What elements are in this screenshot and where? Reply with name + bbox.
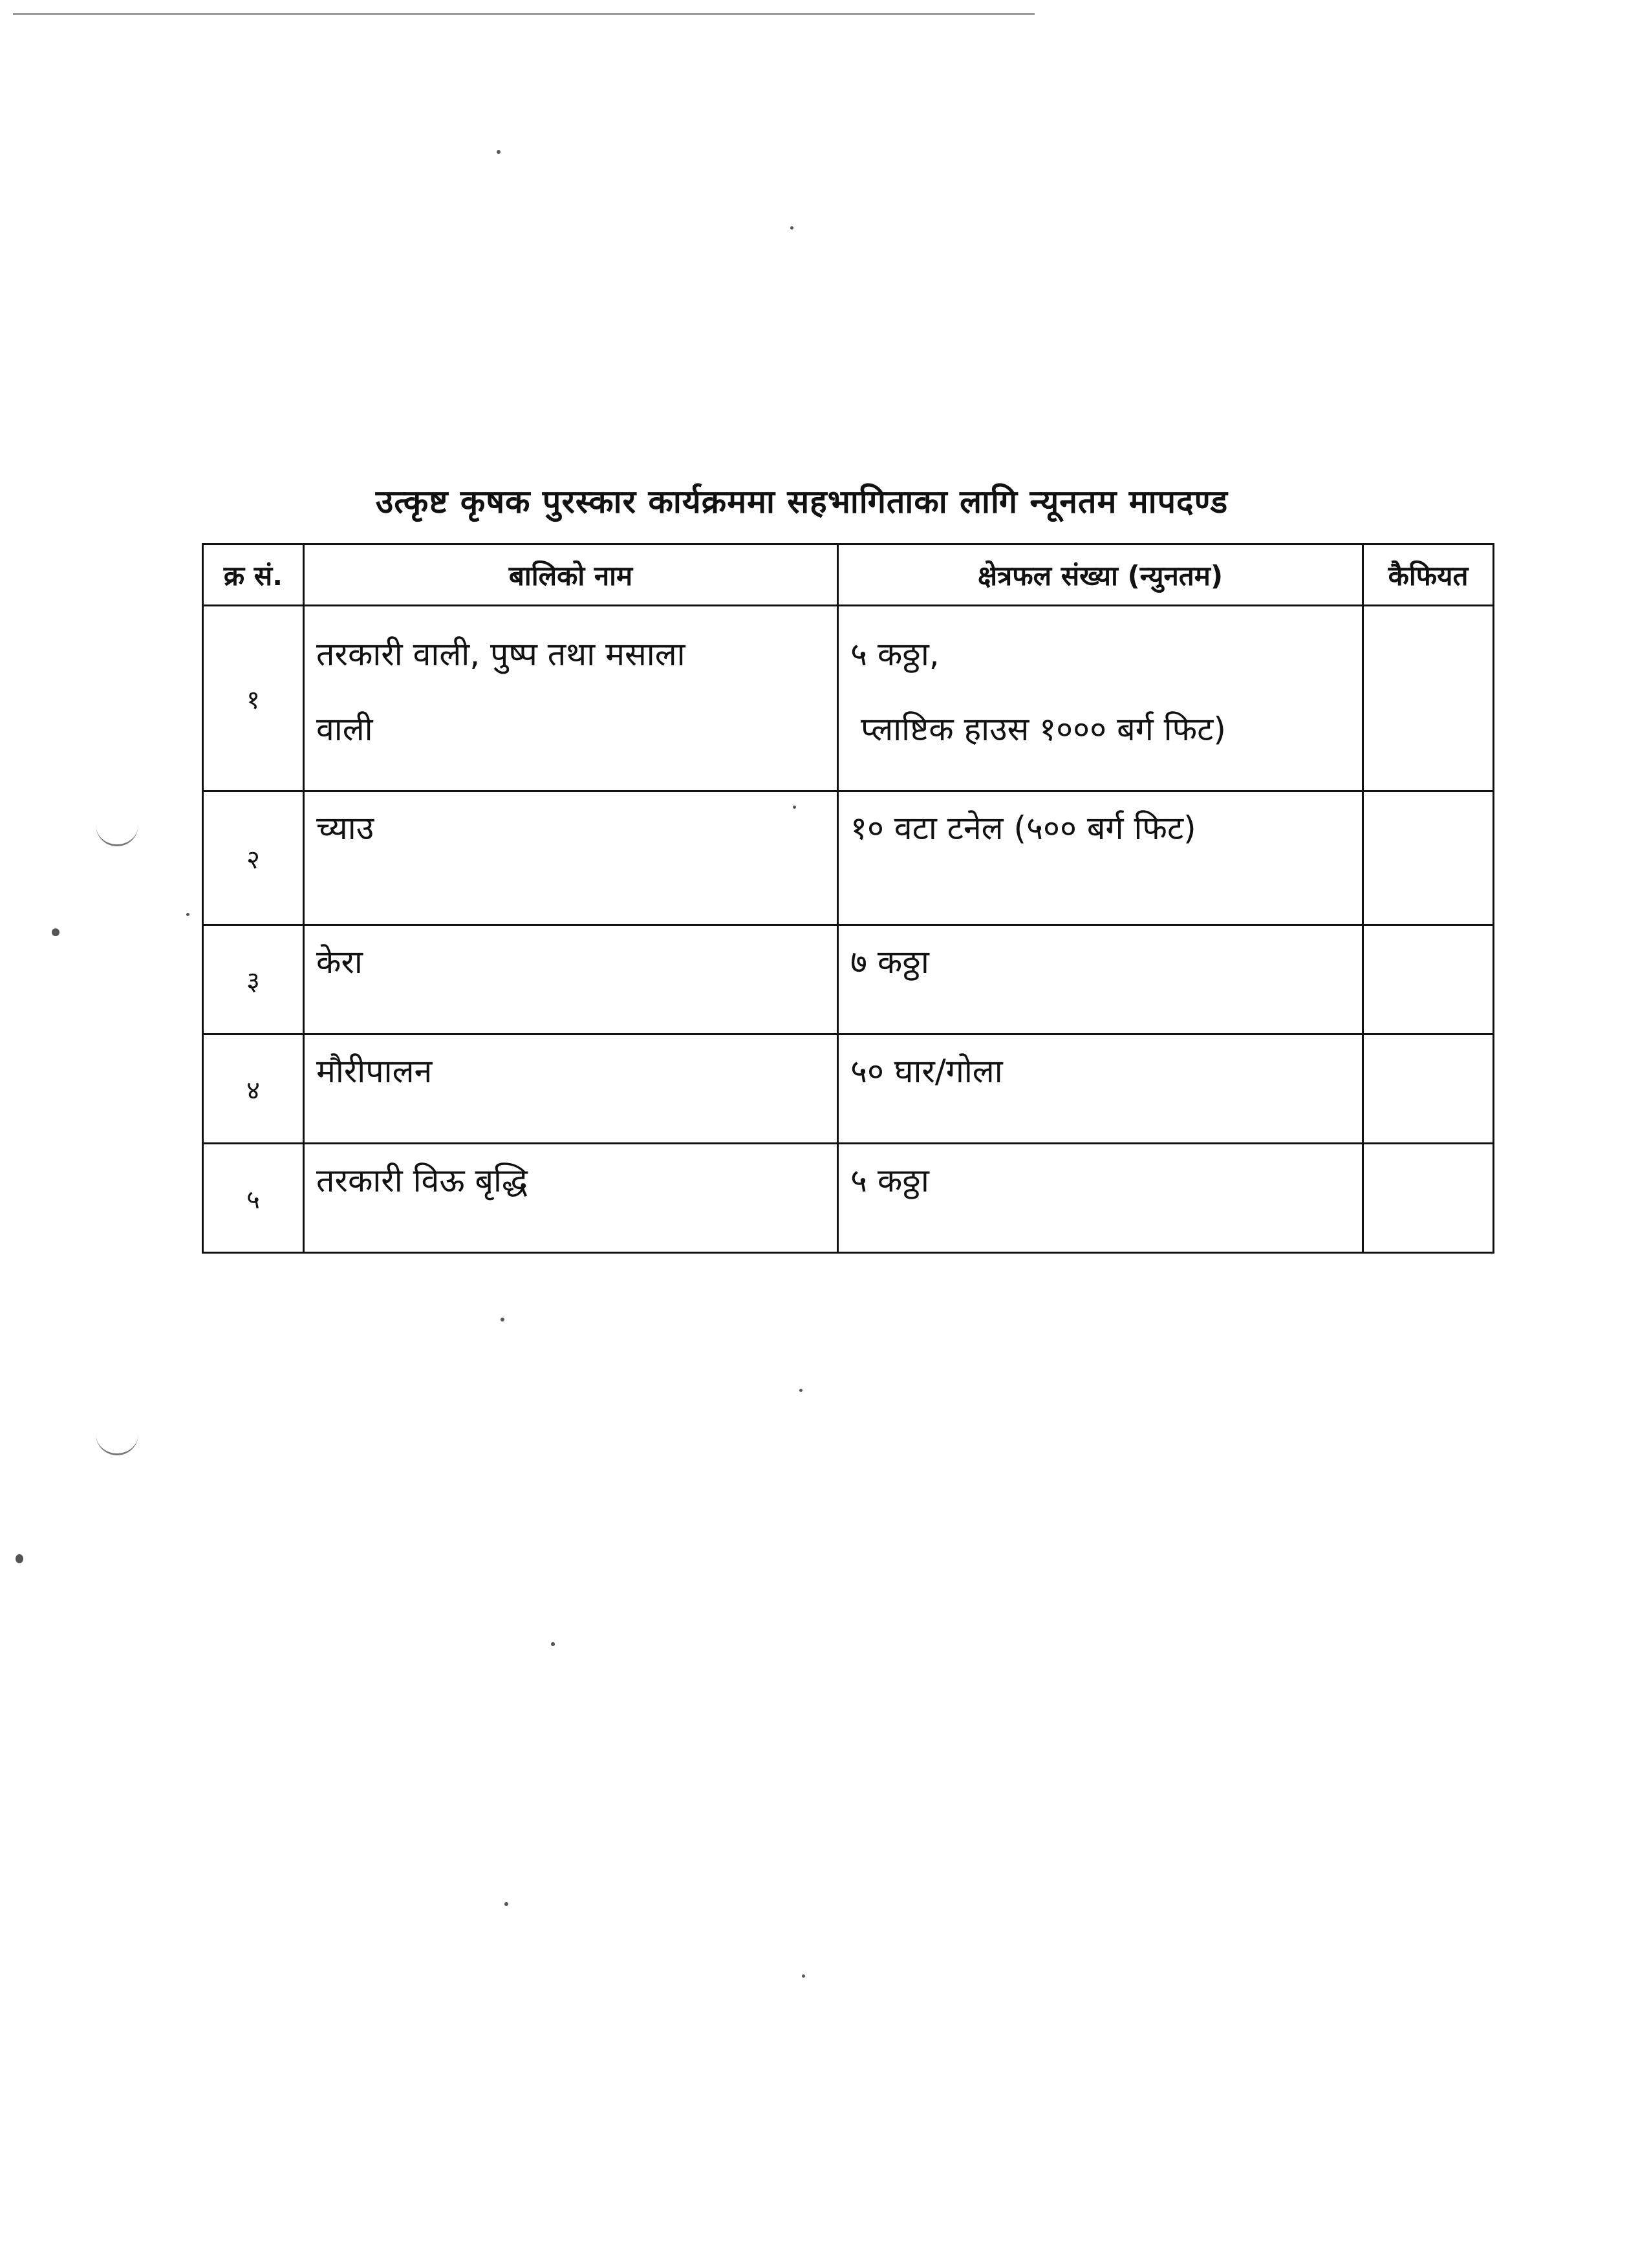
serial-cell: २ bbox=[203, 791, 304, 925]
area-line: ५० घार/गोला bbox=[850, 1053, 1003, 1090]
scan-speck bbox=[497, 150, 501, 154]
area-cell bbox=[838, 925, 1363, 1034]
header-area: क्षेत्रफल संख्या (न्युनतम) bbox=[838, 544, 1363, 606]
scan-speck bbox=[186, 913, 189, 916]
scan-speck bbox=[52, 928, 59, 936]
scan-speck bbox=[799, 1389, 803, 1392]
serial-cell: १ bbox=[203, 606, 304, 791]
scan-speck bbox=[16, 1554, 23, 1563]
crop-name-line: मौरीपालन bbox=[316, 1053, 433, 1090]
remarks-cell bbox=[1363, 925, 1494, 1034]
table-row bbox=[203, 1144, 1494, 1253]
serial-cell: ४ bbox=[203, 1034, 304, 1144]
crop-name-cell bbox=[304, 606, 838, 791]
scan-speck bbox=[802, 1974, 805, 1978]
remarks-cell bbox=[1363, 606, 1494, 791]
header-serial: क्र सं. bbox=[203, 544, 304, 606]
header-remarks: कैफियत bbox=[1363, 544, 1494, 606]
area-cell bbox=[838, 606, 1363, 791]
area-cell bbox=[838, 1144, 1363, 1253]
area-line: प्लाष्टिक हाउस १००० बर्ग फिट) bbox=[861, 711, 1226, 748]
crop-name-line: च्याउ bbox=[316, 809, 374, 847]
table-row bbox=[203, 791, 1494, 925]
table-row bbox=[203, 925, 1494, 1034]
punch-hole-mark bbox=[96, 825, 138, 846]
table-header-row bbox=[203, 544, 1494, 606]
serial-cell: ३ bbox=[203, 925, 304, 1034]
scan-speck bbox=[504, 1902, 508, 1906]
area-line: ५ कठ्ठा bbox=[850, 1162, 929, 1199]
scan-speck bbox=[551, 1642, 555, 1646]
crop-name-cell bbox=[304, 1144, 838, 1253]
table-row bbox=[203, 606, 1494, 791]
remarks-cell bbox=[1363, 1144, 1494, 1253]
crop-name-cell bbox=[304, 791, 838, 925]
serial-cell: ५ bbox=[203, 1144, 304, 1253]
scan-speck bbox=[790, 226, 793, 230]
area-cell bbox=[838, 1034, 1363, 1144]
page-top-rule bbox=[13, 13, 1035, 15]
header-crop-name: बालिको नाम bbox=[304, 544, 838, 606]
area-cell bbox=[838, 791, 1363, 925]
crop-name-line: केरा bbox=[316, 943, 363, 981]
crop-name-cell bbox=[304, 925, 838, 1034]
remarks-cell bbox=[1363, 1034, 1494, 1144]
area-line: १० वटा टनेल (५०० बर्ग फिट) bbox=[850, 809, 1196, 847]
document-title: उत्कृष्ट कृषक पुरस्कार कार्यक्रममा सहभागिताका लागि न्यूनतम मापदण्ड bbox=[375, 483, 1229, 520]
crop-name-cell bbox=[304, 1034, 838, 1144]
remarks-cell bbox=[1363, 791, 1494, 925]
area-line: ७ कठ्ठा bbox=[850, 943, 929, 981]
punch-hole-mark bbox=[96, 1434, 138, 1455]
area-line: ५ कठ्ठा, bbox=[850, 636, 940, 673]
table-row bbox=[203, 1034, 1494, 1144]
crop-name-line: वाली bbox=[316, 711, 373, 748]
criteria-table bbox=[202, 543, 1494, 1254]
crop-name-line: तरकारी विऊ बृद्धि bbox=[316, 1162, 528, 1199]
scan-speck bbox=[501, 1318, 504, 1321]
crop-name-line: तरकारी वाली, पुष्प तथा मसाला bbox=[316, 636, 685, 673]
